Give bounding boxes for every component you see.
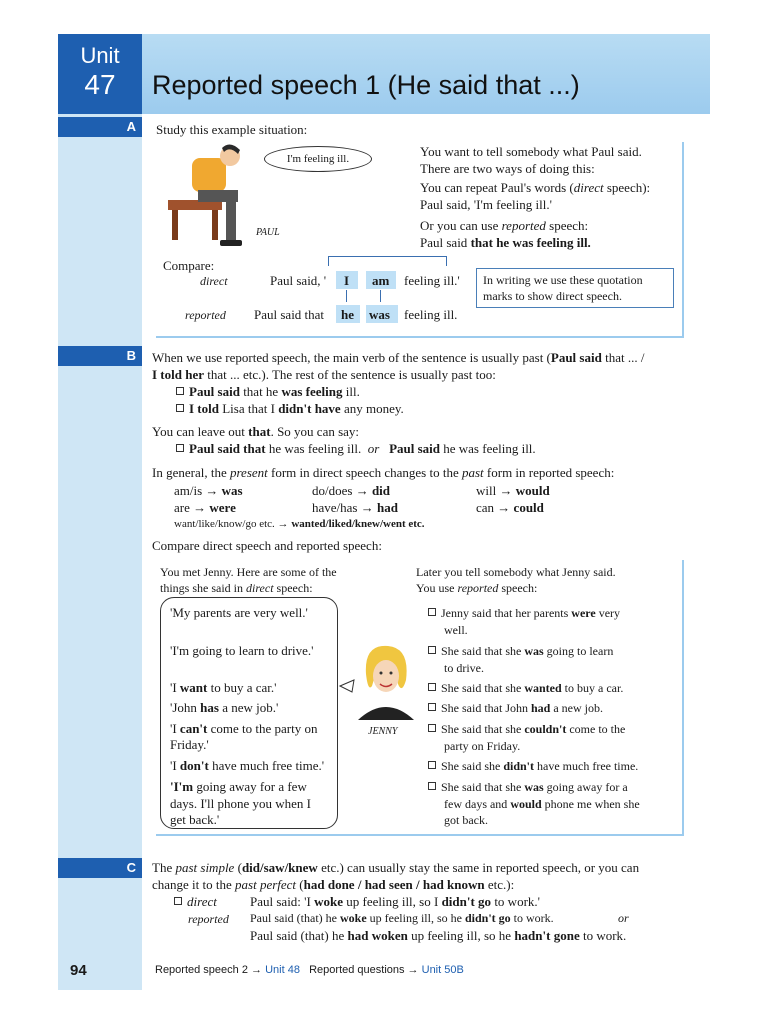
bench-leg [212,210,218,240]
reported-line-2b: to drive. [444,661,484,675]
direct-quote-7: 'I'm going away for a few [170,779,307,794]
jenny-top [358,707,414,720]
jenny-right-intro-2: You use reported speech: [416,581,538,595]
a-para-4: Paul said, 'I'm feeling ill.' [420,197,552,212]
quotation-note: In writing we use these quotation marks to show direct speech. [476,268,674,308]
direct-quote-5: 'I can't come to the party on [170,721,318,736]
c-direct-example: Paul said: 'I woke up feeling ill, so I didn't go to work.' [250,894,540,909]
tense-can: can → could [476,500,544,515]
reported-line-2: She said that she was going to learn [428,643,613,660]
tense-have-has: have/has → had [312,500,398,515]
direct-quote-1: 'My parents are very well.' [170,605,308,620]
b-line-4: In general, the present form in direct speech changes to the past form in reported speech: [152,465,615,480]
reported-word-he: he [341,307,354,322]
bench-leg [172,210,178,240]
bracket-left [328,256,329,266]
section-tab-b: B [58,346,142,366]
unit-badge [58,34,142,114]
direct-quote-7b: days. I'll phone you when I [170,796,311,811]
reported-word-was: was [369,307,390,322]
reported-line-1: Jenny said that her parents were very [428,605,620,622]
bracket-right [446,256,447,266]
c-reported-example-1: Paul said (that) he woke up feeling ill, so he didn't go to work. [250,911,554,925]
speech-bubble-paul: I'm feeling ill. [264,146,372,172]
reported-line-1b: well. [444,623,468,637]
a-para-1: You want to tell somebody what Paul said. [420,144,642,159]
section-tab-a: A [58,117,142,137]
tense-will: will → would [476,483,550,498]
b-line-1: When we use reported speech, the main verb of the sentence is usually past (Paul said that ... / [152,350,645,365]
b-example-3: Paul said that he was feeling ill. or Paul said he was feeling ill. [176,440,536,457]
paul-shirt [192,158,226,192]
jenny-right-intro-1: Later you tell somebody what Jenny said. [416,565,616,579]
paul-caption: PAUL [256,227,280,238]
jenny-left-intro-1: You met Jenny. Here are some of the [160,565,337,579]
direct-quote-6: 'I don't have much free time.' [170,758,325,773]
c-line-2: change it to the past perfect (had done / had seen / had known etc.): [152,877,515,892]
page-number: 94 [70,962,87,979]
page-title: Reported speech 1 (He said that ...) [152,70,580,100]
reported-sentence-end: feeling ill. [404,307,458,322]
reported-line-3: She said that she wanted to buy a car. [428,680,623,697]
b-line-5: Compare direct speech and reported speech: [152,538,382,553]
tense-want-like: want/like/know/go etc. → wanted/liked/knew/went etc. [174,518,425,530]
reported-line-7: She said that she was going away for a [428,779,628,796]
direct-quote-2: 'I'm going to learn to drive.' [170,643,314,658]
tense-are: are → were [174,500,236,515]
a-para-6: Paul said that he was feeling ill. [420,235,591,250]
jenny-eye [390,672,393,675]
unit-label: Unit [80,43,120,68]
arrow-i-he [346,290,347,302]
direct-quote-4: 'John has a new job.' [170,700,279,715]
reported-line-6: She said she didn't have much free time. [428,758,638,775]
c-reported-label: reported [188,912,229,926]
direct-sentence-start: Paul said, ' [270,273,327,288]
c-reported-example-2: Paul said (that) he had woken up feeling ill, so he hadn't gone to work. [250,928,627,943]
reported-line-7c: got back. [444,813,488,827]
reported-label: reported [185,308,226,322]
a-para-5: Or you can use reported speech: [420,218,589,233]
footer-links: Reported speech 2 → Unit 48 Reported questions → Unit 50B [155,964,464,976]
jenny-illustration [336,640,420,724]
paul-illustration [164,140,256,256]
speech-pointer [340,680,354,692]
bracket-line [328,256,446,257]
jenny-caption: JENNY [368,726,398,737]
c-direct-label: direct [174,893,217,910]
direct-word-am: am [372,273,390,288]
b-line-3: You can leave out that. So you can say: [152,424,360,439]
direct-sentence-end: feeling ill.' [404,273,460,288]
reported-sentence-start: Paul said that [254,307,325,322]
compare-label: Compare: [163,258,215,273]
jenny-left-intro-2: things she said in direct speech: [160,581,313,595]
unit-number: 47 [84,69,116,100]
section-tab-c: C [58,858,142,878]
direct-quote-5b: Friday.' [170,737,209,752]
reported-line-7b: few days and would phone me when she [444,797,640,811]
b-line-2: I told her that ... etc.). The rest of the sentence is usually past too: [152,367,496,382]
b-example-2: I told Lisa that I didn't have any money. [176,400,404,417]
a-para-3: You can repeat Paul's words (direct speech): [420,180,651,195]
paul-shin [226,198,236,242]
section-a-intro: Study this example situation: [156,122,308,137]
c-line-1: The past simple (did/saw/knew etc.) can usually stay the same in reported speech, or you can [152,860,640,875]
tense-am-is: am/is → was [174,483,243,498]
jenny-eye [380,672,383,675]
link-unit-48[interactable]: Unit 48 [265,964,300,976]
a-para-2: There are two ways of doing this: [420,161,595,176]
reported-line-4: She said that John had a new job. [428,700,603,717]
reported-line-5b: party on Friday. [444,739,521,753]
direct-word-i: I [344,273,350,288]
c-or: or [618,911,629,925]
paul-shoes [220,240,242,246]
reported-line-5: She said that she couldn't come to the [428,721,625,738]
tense-do-does: do/does → did [312,483,391,498]
left-sidebar [58,34,142,990]
direct-quote-3: 'I want to buy a car.' [170,680,277,695]
direct-quote-7c: get back.' [170,812,220,827]
direct-label: direct [200,274,228,288]
b-example-1: Paul said that he was feeling ill. [176,383,360,400]
arrow-am-was [380,290,381,302]
link-unit-50b[interactable]: Unit 50B [421,964,464,976]
